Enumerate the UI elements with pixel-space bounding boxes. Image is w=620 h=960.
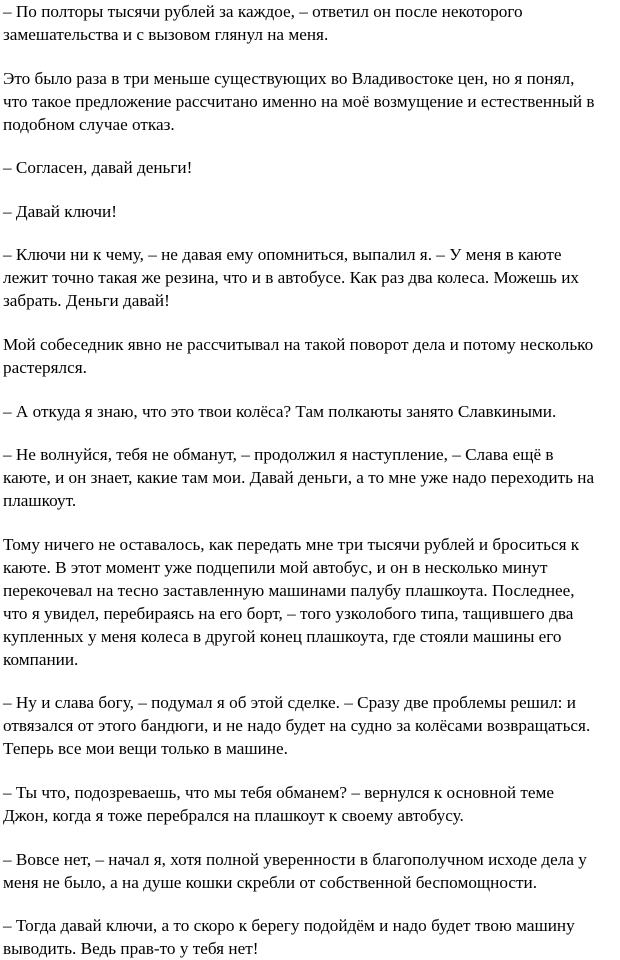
paragraph-11 <box>3 781 614 827</box>
paragraph-1 <box>3 0 614 46</box>
text-line: растерялся. <box>3 357 87 377</box>
text-line: каюте. В этот момент уже подцепили мой автобус, и он в несколько минут <box>3 557 548 577</box>
text-line: что я увидел, перебираясь на его борт, – того узколобого типа, тащившего два <box>3 603 574 623</box>
text-line: перекочевал на тесно заставленную машинами палубу плашкоута. Последнее, <box>3 580 575 600</box>
text-line: – Не волнуйся, тебя не обманут, – продолжил я наступление, – Слава ещё в <box>3 445 554 465</box>
text-line: – Тогда давай ключи, а то скоро к берегу подойдём и надо будет твою машину <box>3 916 575 936</box>
paragraph-6 <box>3 333 614 379</box>
text-line: выводить. Ведь прав-то у тебя нет! <box>3 939 259 959</box>
text-line: компании. <box>3 649 79 669</box>
paragraph-10 <box>3 691 614 760</box>
text-line: замешательства и с вызовом глянул на меня. <box>3 25 329 44</box>
text-line: каюте, и он знает, какие там мои. Давай деньги, а то мне уже надо переходить на <box>3 468 595 488</box>
text-line: Мой собеседник явно не рассчитывал на такой поворот дела и потому несколько <box>3 334 594 354</box>
text-line: – Ключи ни к чему, – не давая ему опомниться, выпалил я. – У меня в каюте <box>3 245 562 265</box>
text-line: купленных у меня колеса в другой конец плашкоута, где стояли машины его <box>3 626 562 646</box>
text-line: Это было раза в три меньше существующих во Владивостоке цен, но я понял, <box>3 68 575 88</box>
paragraph-7 <box>3 400 614 423</box>
text-line: Теперь все мои вещи только в машине. <box>3 739 288 759</box>
text-line: – Ну и слава богу, – подумал я об этой сделке. – Сразу две проблемы решил: и <box>3 693 576 713</box>
text-line: – Согласен, давай деньги! <box>3 158 193 178</box>
text-line: – А откуда я знаю, что это твои колёса? Там полкаюты занято Славкиными. <box>3 401 557 421</box>
paragraph-13 <box>3 914 614 960</box>
paragraph-2 <box>3 67 614 136</box>
paragraph-8 <box>3 443 614 512</box>
paragraph-12 <box>3 848 614 894</box>
text-line: что такое предложение рассчитано именно на моё возмущение и естественный в <box>3 91 595 111</box>
text-line: лежит точно такая же резина, что и в автобусе. Как раз два колеса. Можешь их <box>3 268 579 288</box>
text-line: подобном случае отказ. <box>3 114 175 134</box>
paragraph-3 <box>3 156 614 179</box>
paragraph-9 <box>3 533 614 671</box>
text-line: – По полторы тысячи рублей за каждое, – ответил он после некоторого <box>3 2 523 21</box>
text-line: отвязался от этого бандюги, и не надо будет на судно за колёсами возвращаться. <box>3 716 591 736</box>
text-line: Джон, когда я тоже перебрался на плашкоут к своему автобусу. <box>3 805 464 825</box>
text-line: Тому ничего не оставалось, как передать мне три тысячи рублей и броситься к <box>3 534 580 554</box>
text-line: забрать. Деньги давай! <box>3 291 170 311</box>
text-line: меня не было, а на душе кошки скребли от собственной беспомощности. <box>3 872 538 892</box>
text-line: плашкоут. <box>3 491 77 511</box>
paragraph-4 <box>3 200 614 223</box>
text-line: – Ты что, подозреваешь, что мы тебя обманем? – вернулся к основной теме <box>3 782 555 802</box>
text-line: – Вовсе нет, – начал я, хотя полной уверенности в благополучном исходе дела у <box>3 849 587 869</box>
text-line: – Давай ключи! <box>3 201 117 221</box>
paragraph-5 <box>3 243 614 312</box>
